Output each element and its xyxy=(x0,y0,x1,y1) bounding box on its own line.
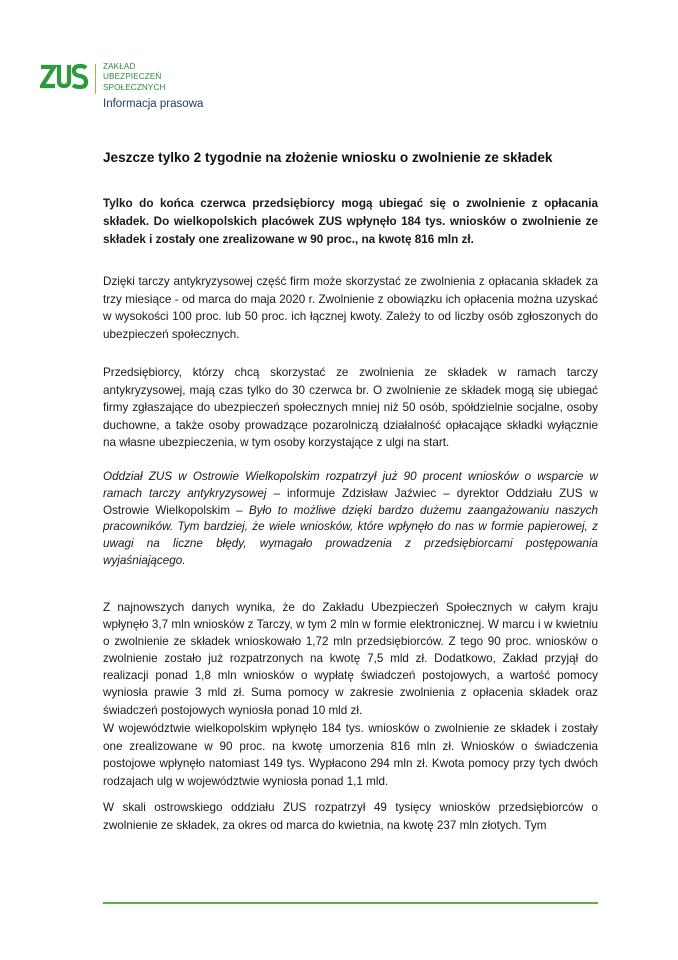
quote-part-1: Oddział ZUS w Ostrowie Wielkopolskim rozpatrzył już 90 procent wniosków o wsparcie w ramach tarczy antykryzysowej xyxy=(103,470,598,500)
footer-divider xyxy=(103,902,598,904)
quote-part-2: Było to możliwe dzięki bardzo dużemu zaangażowaniu naszych pracowników. Tym bardziej, że wiele wniosków, które wpłynęło do nas w formie papierowej, z uwagi na liczne błędy, wymagało prowadzenia z przedsiębiorcami postępowania wyjaśniającego. xyxy=(103,503,598,567)
org-name xyxy=(103,62,166,93)
article-title: Jeszcze tylko 2 tygodnie na złożenie wniosku o zwolnienie ze składek xyxy=(103,150,553,165)
lead-paragraph: Tylko do końca czerwca przedsiębiorcy mogą ubiegać się o zwolnienie z opłacania składek. Do wielkopolskich placówek ZUS wpłynęło 184 tys. wniosków o zwolnienie ze składek i zostały one zrealizowane w 90 proc., na kwotę 816 mln zł. xyxy=(103,197,598,246)
logo-divider xyxy=(95,64,96,94)
document-type-label: Informacja prasowa xyxy=(103,98,204,110)
org-name-line-1: ZAKŁAD xyxy=(103,62,136,71)
org-name-line-2: UBEZPIECZEŃ xyxy=(103,72,162,82)
paragraph-1: Dzięki tarczy antykryzysowej część firm może skorzystać ze zwolnienia z opłacania składek za trzy miesiące - od marca do maja 2020 r. Zwolnienie z obowiązku ich opłacenia można uzyskać w wysokości 100 proc. lub 50 proc. ich łącznej kwoty. Zależy to od liczby osób zgłoszonych do ubezpieczeń społecznych. xyxy=(103,275,598,341)
paragraph-4: Z najnowszych danych wynika, że do Zakładu Ubezpieczeń Społecznych w całym kraju wpłynęło 3,7 mln wniosków z Tarczy, w tym 2 mln w formie elektronicznej. W marcu i w kwietniu o zwolnienie ze składek wnioskowało 1,72 mln przedsiębiorców. Z tego 90 proc. wniosków o zwolnienie zostało już rozpatrzonych na kwotę 7,5 mld zł. Dodatkowo, Zakład przyjął do realizacji ponad 1,8 mln wniosków o wypłatę świadczeń postojowych, a wartość pomocy wyniosła prawie 3 mld zł. Suma pomocy w zakresie zwolnienia z opłacenia składek oraz świadczeń postojowych wyniosła ponad 10 mld zł. xyxy=(103,601,598,717)
paragraph-5: W województwie wielkopolskim wpłynęło 184 tys. wniosków o zwolnienie ze składek i zostały one zrealizowane w 90 proc. na kwotę umorzenia 816 mln zł. Wniosków o świadczenia postojowe wpłynęło natomiast 149 tys. Wypłacono 294 mln zł. Kwota pomocy przy tych dwóch rodzajach ulg w województwie wyniosła ponad 1,1 mld. xyxy=(103,722,598,788)
quote-attribution: – informuje Zdzisław Jaźwiec – dyrektor Oddziału ZUS w Ostrowie Wielkopolskim – xyxy=(103,486,598,517)
org-name-line-3: SPOŁECZNYCH xyxy=(103,82,166,92)
paragraph-quote xyxy=(103,469,598,570)
paragraph-6: W skali ostrowskiego oddziału ZUS rozpatrzył 49 tysięcy wniosków przedsiębiorców o zwolnienie ze składek, za okres od marca do kwietnia, na kwotę 237 mln złotych. Tym xyxy=(103,801,598,832)
zus-logo xyxy=(40,62,90,90)
paragraph-2: Przedsiębiorcy, którzy chcą skorzystać ze zwolnienia ze składek w ramach tarczy antykryzysowej, mają czas tylko do 30 czerwca br. O zwolnienie ze składek mogą się ubiegać firmy zgłaszające do ubezpieczeń społecznych mniej niż 50 osób, spółdzielnie socjalne, osoby duchowne, a także osoby prowadzące pozarolniczą działalność opłacające składki wyłącznie na własne ubezpieczenia, w tym osoby korzystające z ulgi na start. xyxy=(103,366,598,450)
